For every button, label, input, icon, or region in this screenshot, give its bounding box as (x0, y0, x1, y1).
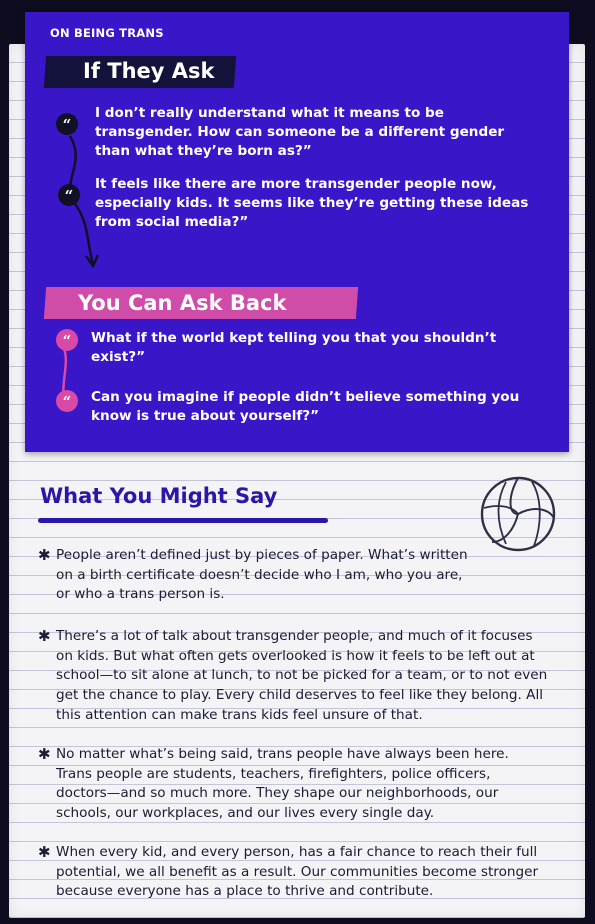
asterisk-bullet-icon: ✱ (38, 843, 51, 861)
what-you-might-say-title: What You Might Say (40, 484, 278, 508)
ask-back-question-1: What if the world kept telling you that you shouldn’t exist?” (91, 330, 497, 365)
if-they-ask-title: If They Ask (83, 59, 215, 83)
quote-icon: “ (56, 329, 78, 351)
ask-back-question-2: Can you imagine if people didn’t believe something you know is true about yourself?” (91, 389, 520, 424)
quote-icon: “ (56, 113, 78, 135)
quote-icon: “ (56, 390, 78, 412)
title-underline (38, 518, 328, 523)
prompt-card (25, 12, 569, 452)
if-they-ask-question-2: It feels like there are more transgender people now, especially kids. It seems like they’re getting these ideas from social media?” (95, 176, 529, 230)
asterisk-bullet-icon: ✱ (38, 546, 51, 564)
volleyball-icon (478, 474, 558, 554)
section-eyebrow: ON BEING TRANS (50, 26, 164, 40)
asterisk-bullet-icon: ✱ (38, 627, 51, 645)
asterisk-bullet-icon: ✱ (38, 745, 51, 763)
talking-point-text: No matter what’s being said, trans people have always been here. Trans people are students, teachers, firefighters, police officers, doctors—and so much more. They shape our neighborhoods, our schools, our workplaces, and our lives every single day. (56, 746, 509, 822)
talking-point-text: People aren’t defined just by pieces of paper. What’s written on a birth certificate doesn’t decide who I am, who you are, or who a trans person is. (56, 547, 468, 603)
quote-icon: “ (58, 184, 80, 206)
if-they-ask-question-1: I don’t really understand what it means to be transgender. How can someone be a different gender than what they’re born as?” (95, 105, 505, 159)
talking-point-text: There’s a lot of talk about transgender people, and much of it focuses on kids. But what often gets overlooked is how it feels to be left out at school—to sit alone at lunch, to not be picked for a team, or to not even get the chance to play. Every child deserves to feel like they belong. All this attention can make trans kids feel unsure of that. (56, 628, 548, 723)
talking-point-text: When every kid, and every person, has a fair chance to reach their full potential, we all benefit as a result. Our communities become stronger because everyone has a place to thrive and contribute. (56, 844, 539, 900)
ask-back-title: You Can Ask Back (78, 291, 287, 315)
